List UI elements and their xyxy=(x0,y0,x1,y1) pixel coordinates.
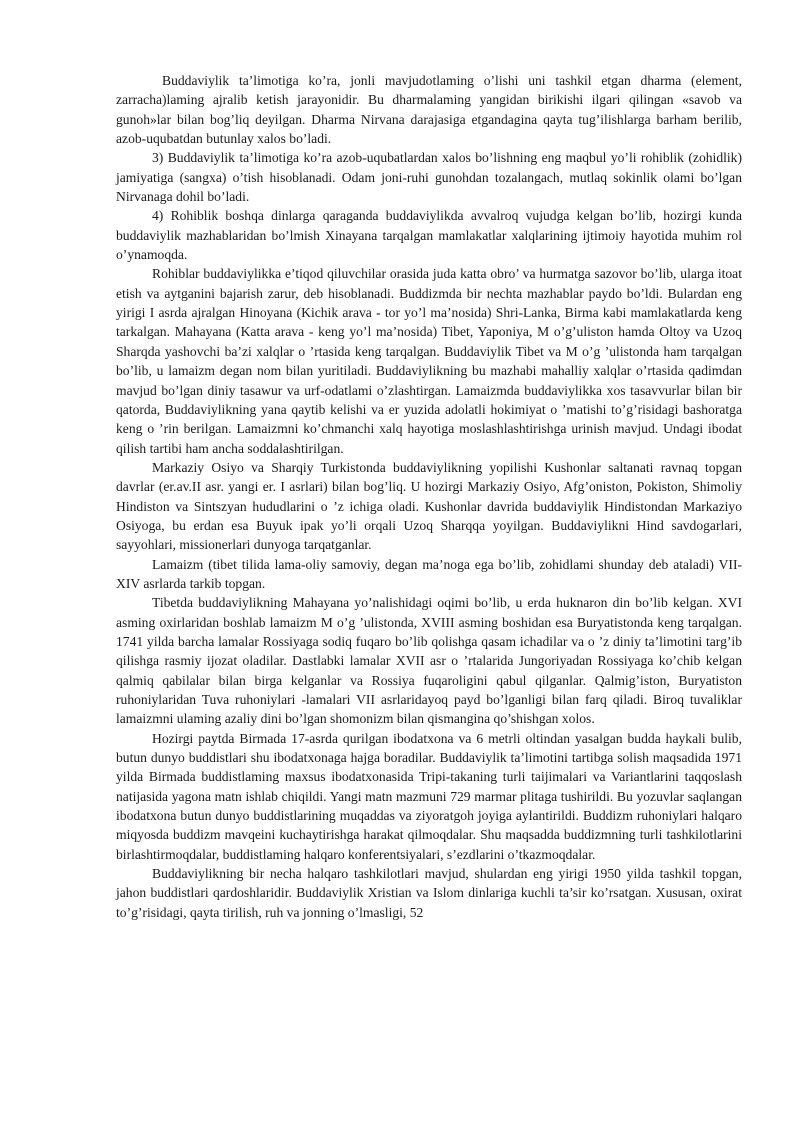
paragraph-lamaism-definition: Lamaizm (tibet tilida lama-oliy samoviy, degan ma’noga ega bo’lib, zohidlami shunday deb ataladi) VII-XIV asrlarda tarkib topgan. xyxy=(116,556,742,591)
paragraph-central-asia: Markaziy Osiyo va Sharqiy Turkistonda buddaviylikning yopilishi Kushonlar saltanati ravnaq topgan davrlar (er.av.II asr. yangi er. I asrlari) bilan bog’liq. U hozirgi Markaziy Osiyo, Afg’oniston, Pokiston, Shimoliy Hindiston va Sintszyan hududlarini o ’z ichiga oladi. Kushonlar davrida buddaviylik Hindistondan Markaziyo Osiyoga, bu erdan esa Buyuk ipak yo’li orqali Uzoq Sharqqa yoyilgan. Buddaviylikni Hind savdogarlari, sayyohlari, missionerlari dunyoga tarqatganlar. xyxy=(116,459,742,553)
paragraph-point-3: 3) Buddaviylik ta’limotiga ko’ra azob-uqubatlardan xalos bo’lishning eng maqbul yo’li rohiblik (zohidlik) jamiyatiga (sangxa) o’tish hisoblanadi. Odam joni-ruhi gunohdan tozalangach, mutlaq sokinlik olami bo’lgan Nirvanaga dohil bo’ladi. xyxy=(116,150,742,205)
paragraph-dharma: Buddaviylik ta’limotiga ko’ra, jonli mavjudotlaming o’lishi uni tashkil etgan dharma (element, zarracha)laming ajralib ketish jarayonidir. Bu dharmalaming yangidan birikishi ilgari qilingan «savob va gunoh»lar bilan bog’liq deyilgan. Dharma Nirvana darajasiga etgandagina qayta tug’ilishlarga barham berilib, azob-uqubatdan butunlay xalos bo’ladi. xyxy=(116,73,742,147)
paragraph-monks: Rohiblar buddaviylikka e’tiqod qiluvchilar orasida juda katta obro’ va hurmatga sazovor bo’lib, ularga itoat etish va aytganini bajarish zarur, deb hisoblanadi. Buddizmda bir nechta mazhablar paydo bo’ldi. Bulardan eng yirigi I asrda ajralgan Hinoyana (Kichik arava - tor yo’l ma’nosida) Shri-Lanka, Birma kabi mamlakatlarda keng tarkalgan. Mahayana (Katta arava - keng yo’l ma’nosida) Tibet, Yaponiya, M o’g’uliston hamda Oltoy va Uzoq Sharqda yashovchi ba’zi xalqlar o ’rtasida keng tarqalgan. Buddaviylik Tibet va M o’g ’ulistonda ham tarqalgan bo’lib, u lamaizm degan nom bilan yuritiladi. Buddaviylikning bu mazhabi mahalliy xalqlar o’rtasida qadimdan mavjud bo’lgan diniy tasawur va urf-odatlami o’zlashtirgan. Lamaizmda buddaviylikka xos tasavvurlar bilan bir qatorda, Buddaviylikning yana qaytib kelishi va er yuzida adolatli hokimiyat o ’matishi to’g’risidagi bashoratga keng o ’rin berilgan. Lamaizmni ko’chmanchi xalq hayotiga moslashlashtirishga urinish mavjud. Undagi ibodat qilish tartibi ham ancha soddalashtirilgan. xyxy=(116,266,742,456)
document-body xyxy=(116,71,742,922)
paragraph-organizations: Buddaviylikning bir necha halqaro tashkilotlari mavjud, shulardan eng yirigi 1950 yilda tashkil topgan, jahon buddistlari qardoshlaridir. Buddaviylik Xristian va Islom dinlariga kuchli ta’sir ko’rsatgan. Xususan, oxirat to’g’risidagi, qayta tirilish, ruh va jonning o’lmasligi, 52 xyxy=(116,866,742,920)
paragraph-tibet: Tibetda buddaviylikning Mahayana yo’nalishidagi oqimi bo’lib, u erda huknaron din bo’lib kelgan. XVI asming oxirlaridan boshlab lamaizm M o’g ’ulistonda, XVIII asming boshidan esa Buryatistonda keng tarqalgan. 1741 yilda barcha lamalar Rossiyaga sodiq fuqaro bo’lib qolishga qasam ichadilar va o ’z diniy ta’limotini targ’ib qilishga rasmiy ijozat oladilar. Dastlabki lamalar XVII asr o ’rtalarida Jungoriyadan Rossiyaga ko’chib kelgan qalmiq qabilalar bilan birga kelganlar va Rossiya fuqaroligini qabul qilganlar. Qalmig’iston, Buryatiston ruhoniylaridan Tuva ruhoniylari -lamalari VII asrlaridayoq payd bo’lganligi bilan farq qiladi. Biroq tuvaliklar lamaizmni ulaming azaliy dini bo’lgan shomonizm bilan qismangina qo’shishgan xolos. xyxy=(116,595,742,727)
paragraph-burma: Hozirgi paytda Birmada 17-asrda qurilgan ibodatxona va 6 metrli oltindan yasalgan budda haykali bulib, butun dunyo buddistlari shu ibodatxonaga hajga boradilar. Buddaviylik ta’limotini tartibga solish maqsadida 1971 yilda Birmada buddistlaming maxsus ibodatxonasida Tripi-takaning turli taijimalari va Variantlarini taqqoslash natijasida yagona matn ishlab chiqildi. Yangi matn mazmuni 729 marmar plitaga tushirildi. Bu yozuvlar saqlangan ibodatxona butun dunyo buddistlarining muqaddas va ziyoratgoh joyiga aylantirildi. Buddizm ruhoniylari halqaro miqyosda buddizm mavqeini kuchaytirishga harakat qilmoqdalar. Shu maqsadda buddizmning turli tashkilotlarini birlashtirmoqdalar, buddistlaming halqaro konferentsiyalari, s’ezdlarini o’tkazmoqdalar. xyxy=(116,730,742,862)
paragraph-point-4: 4) Rohiblik boshqa dinlarga qaraganda buddaviylikda avvalroq vujudga kelgan bo’lib, hozirgi kunda buddaviylik mazhablaridan bo’lmish Xinayana tarqalgan mamlakatlar xalqlarining ijtimoiy hayotida muhim rol o’ynamoqda. xyxy=(116,208,742,263)
